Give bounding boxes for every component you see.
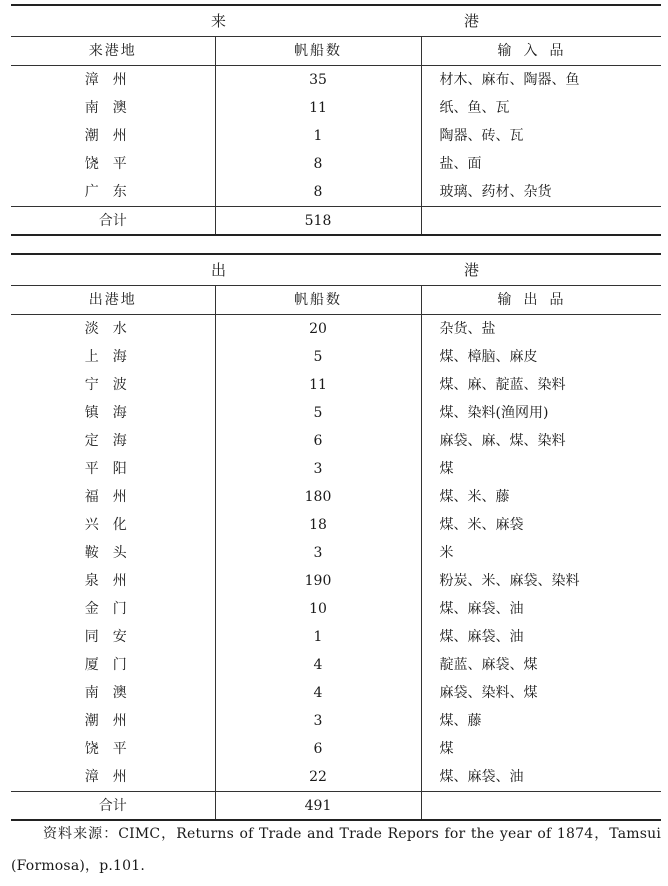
outgoing-header-goods: 输出品 xyxy=(421,286,661,315)
place-cell: 平阳 xyxy=(11,455,215,483)
incoming-table xyxy=(11,4,661,236)
goods-cell: 材木、麻布、陶器、鱼 xyxy=(439,72,580,88)
goods-cell: 煤、米、麻袋 xyxy=(439,517,524,533)
goods-cell: 玻璃、药材、杂货 xyxy=(439,184,552,200)
table-row xyxy=(11,66,661,95)
table-row xyxy=(11,595,661,623)
outgoing-header-place: 出港地 xyxy=(11,286,215,315)
table-row xyxy=(11,371,661,399)
place-cell: 兴化 xyxy=(11,511,215,539)
table-row xyxy=(11,150,661,178)
goods-cell: 煤、麻袋、油 xyxy=(439,629,524,645)
place-cell: 厦门 xyxy=(11,651,215,679)
place-cell: 潮州 xyxy=(11,707,215,735)
goods-cell: 纸、鱼、瓦 xyxy=(439,100,510,116)
goods-cell: 麻袋、麻、煤、染料 xyxy=(439,433,566,449)
ships-cell: 11 xyxy=(215,94,421,122)
place-cell: 广东 xyxy=(11,178,215,207)
place-cell: 饶平 xyxy=(11,735,215,763)
place-cell: 潮州 xyxy=(11,122,215,150)
incoming-total-row xyxy=(11,207,661,236)
table-row xyxy=(11,122,661,150)
table-row xyxy=(11,483,661,511)
goods-cell: 煤 xyxy=(439,461,454,477)
place-cell: 福州 xyxy=(11,483,215,511)
table-row xyxy=(11,94,661,122)
table-row xyxy=(11,763,661,792)
place-cell: 金门 xyxy=(11,595,215,623)
table-row xyxy=(11,427,661,455)
table-row xyxy=(11,539,661,567)
ships-cell: 18 xyxy=(215,511,421,539)
outgoing-total-label: 合计 xyxy=(11,792,215,821)
goods-cell: 煤、麻袋、油 xyxy=(439,601,524,617)
table-row xyxy=(11,399,661,427)
ships-cell: 5 xyxy=(215,399,421,427)
outgoing-total-ships: 491 xyxy=(215,792,421,821)
place-cell: 泉州 xyxy=(11,567,215,595)
place-cell: 定海 xyxy=(11,427,215,455)
ships-cell: 35 xyxy=(215,66,421,95)
ships-cell: 6 xyxy=(215,427,421,455)
goods-cell: 煤、麻、靛蓝、染料 xyxy=(439,377,566,393)
place-cell: 南澳 xyxy=(11,94,215,122)
place-cell: 镇海 xyxy=(11,399,215,427)
ships-cell: 3 xyxy=(215,455,421,483)
ships-cell: 190 xyxy=(215,567,421,595)
outgoing-table xyxy=(11,253,661,821)
ships-cell: 3 xyxy=(215,539,421,567)
outgoing-total-row xyxy=(11,792,661,821)
outgoing-title-right: 港 xyxy=(463,260,479,279)
place-cell: 鞍头 xyxy=(11,539,215,567)
ships-cell: 1 xyxy=(215,623,421,651)
place-cell: 漳州 xyxy=(11,763,215,792)
place-cell: 宁波 xyxy=(11,371,215,399)
incoming-title-row xyxy=(11,5,661,37)
ships-cell: 6 xyxy=(215,735,421,763)
ships-cell: 180 xyxy=(215,483,421,511)
table-row xyxy=(11,735,661,763)
goods-cell: 靛蓝、麻袋、煤 xyxy=(439,657,538,673)
place-cell: 漳州 xyxy=(11,66,215,95)
outgoing-header-ships: 帆船数 xyxy=(215,286,421,315)
ships-cell: 22 xyxy=(215,763,421,792)
ships-cell: 8 xyxy=(215,178,421,207)
table-row xyxy=(11,567,661,595)
incoming-header-goods: 输入品 xyxy=(421,37,661,66)
ships-cell: 11 xyxy=(215,371,421,399)
table-row xyxy=(11,679,661,707)
goods-cell: 煤、染料(渔网用) xyxy=(439,405,549,421)
goods-cell: 盐、面 xyxy=(439,156,482,172)
incoming-header-row xyxy=(11,37,661,66)
table-row xyxy=(11,623,661,651)
ships-cell: 5 xyxy=(215,343,421,371)
outgoing-total-goods xyxy=(421,792,661,821)
incoming-header-ships: 帆船数 xyxy=(215,37,421,66)
ships-cell: 3 xyxy=(215,707,421,735)
incoming-total-goods xyxy=(421,207,661,236)
ships-cell: 4 xyxy=(215,679,421,707)
incoming-total-label: 合计 xyxy=(11,207,215,236)
ships-cell: 4 xyxy=(215,651,421,679)
outgoing-body xyxy=(11,315,661,792)
outgoing-header-row xyxy=(11,286,661,315)
place-cell: 同安 xyxy=(11,623,215,651)
goods-cell: 杂货、盐 xyxy=(439,321,496,337)
place-cell: 淡水 xyxy=(11,315,215,344)
goods-cell: 麻袋、染料、煤 xyxy=(439,685,538,701)
goods-cell: 米 xyxy=(439,545,454,561)
ships-cell: 8 xyxy=(215,150,421,178)
ships-cell: 1 xyxy=(215,122,421,150)
incoming-body xyxy=(11,66,661,207)
goods-cell: 粉炭、米、麻袋、染料 xyxy=(439,573,580,589)
table-row xyxy=(11,178,661,207)
table-row xyxy=(11,651,661,679)
place-cell: 上海 xyxy=(11,343,215,371)
place-cell: 饶平 xyxy=(11,150,215,178)
goods-cell: 煤 xyxy=(439,741,454,757)
table-row xyxy=(11,343,661,371)
source-note: 资料来源：CIMC，Returns of Trade and Trade Repors for the year of 1874，Tamsui (Formosa)，p.101. xyxy=(11,826,661,874)
incoming-total-ships: 518 xyxy=(215,207,421,236)
outgoing-title-row xyxy=(11,254,661,286)
incoming-title-left: 来 xyxy=(211,11,227,30)
goods-cell: 煤、樟脑、麻皮 xyxy=(439,349,538,365)
ships-cell: 10 xyxy=(215,595,421,623)
incoming-title-right: 港 xyxy=(463,11,479,30)
table-row xyxy=(11,707,661,735)
incoming-header-place: 来港地 xyxy=(11,37,215,66)
ships-cell: 20 xyxy=(215,315,421,344)
goods-cell: 煤、米、藤 xyxy=(439,489,510,505)
place-cell: 南澳 xyxy=(11,679,215,707)
outgoing-title-left: 出 xyxy=(211,260,227,279)
table-row xyxy=(11,511,661,539)
goods-cell: 陶器、砖、瓦 xyxy=(439,128,524,144)
goods-cell: 煤、藤 xyxy=(439,713,482,729)
goods-cell: 煤、麻袋、油 xyxy=(439,769,524,785)
table-row xyxy=(11,315,661,344)
table-row xyxy=(11,455,661,483)
